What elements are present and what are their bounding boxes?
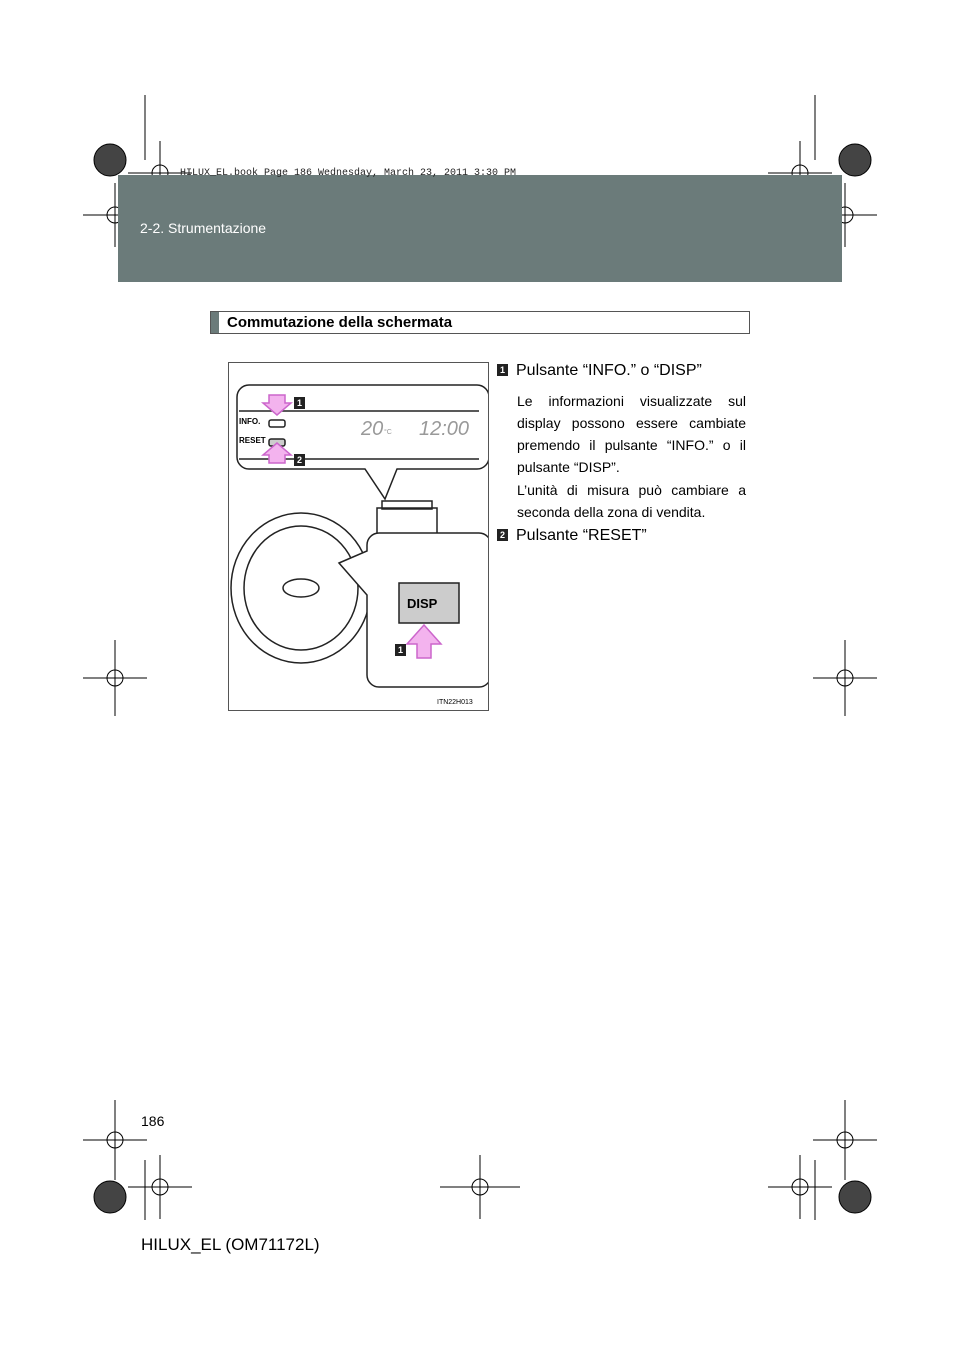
item-info-disp-button: 1 Pulsante “INFO.” o “DISP” (497, 362, 702, 380)
footer-model-code: HILUX_EL (OM71172L) (141, 1235, 320, 1254)
registration-mark-icon (83, 640, 147, 716)
item-description: Le informazioni visualizzate sul display possono essere cambiate premendo il pulsante “INFO.” o il pulsante “DISP”. (517, 393, 746, 475)
registration-mark-icon (128, 1155, 192, 1219)
registration-mark-icon (440, 1155, 520, 1219)
registration-mark-icon (768, 1155, 832, 1219)
callout-2: 2 (294, 454, 305, 466)
section-title: 2-2. Strumentazione (140, 220, 267, 236)
reset-label: RESET (239, 436, 266, 445)
item-reset-button: 2 Pulsante “RESET” (497, 527, 647, 545)
registration-mark-icon (83, 1100, 147, 1180)
item-description: L’unità di misura può cambiare a seconda della zona di vendita. (517, 482, 746, 520)
registration-mark-icon (813, 640, 877, 716)
subsection-heading: Commutazione della schermata (210, 311, 750, 334)
callout-1: 1 (395, 644, 406, 656)
color-bar-target-icon (94, 144, 126, 176)
disp-button-label: DISP (407, 596, 438, 611)
temperature-display: 20 (361, 418, 384, 440)
dashboard-illustration (228, 362, 489, 711)
book-info-line: HILUX_EL.book Page 186 Wednesday, March 23, 2011 3:30 PM (180, 168, 517, 179)
registration-mark-icon (813, 1100, 877, 1180)
page-number: 186 (141, 1113, 165, 1129)
info-label: INFO. (239, 417, 261, 426)
figure-code: ITN22H013 (437, 699, 473, 706)
color-bar-target-icon (94, 1181, 126, 1213)
clock-display: 12:00 (419, 418, 470, 440)
color-bar-target-icon (839, 1181, 871, 1213)
color-bar-target-icon (839, 144, 871, 176)
temperature-unit: °C (384, 429, 392, 436)
callout-1: 1 (294, 397, 305, 409)
